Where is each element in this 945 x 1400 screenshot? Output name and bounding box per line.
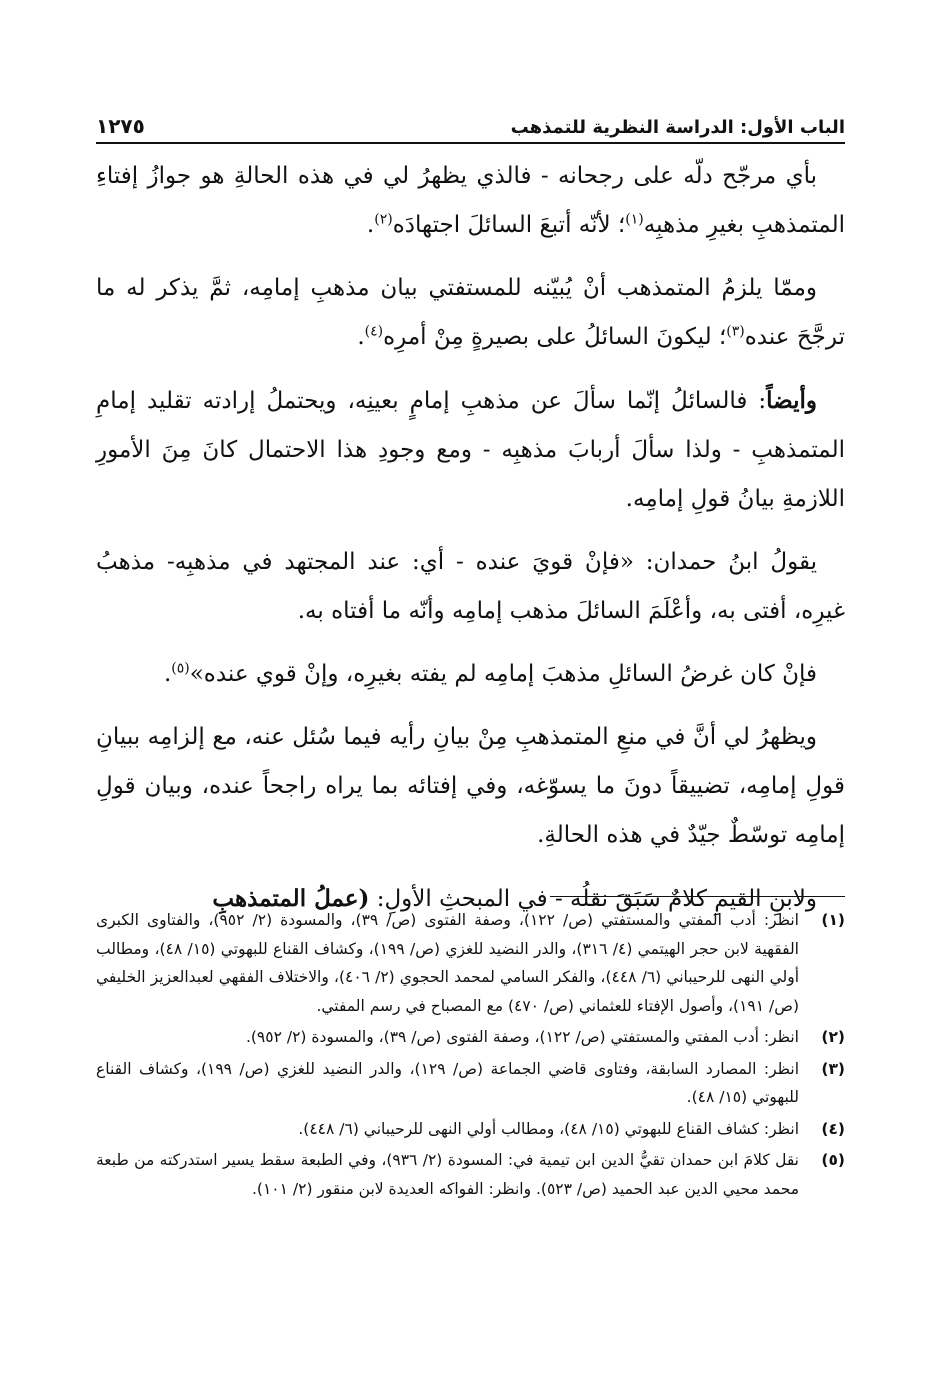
footnote-separator [550, 896, 845, 897]
footnote-marker: (٢) [374, 211, 393, 228]
paragraph [96, 264, 845, 362]
footnotes [96, 906, 845, 1206]
bold-text: وأيضاً [766, 387, 817, 414]
text-segment: : فالسائلُ إنّما سألَ عن مذهبِ إمامٍ بعينِه، ويحتملُ إرادته تقليد إمامِ المتمذهبِ - ولذا سألَ أربابَ مذهبِه - ومع وجودِ هذا الاحتمال كانَ مِنَ الأمورِ اللازمةِ بيانُ قولِ إمامِه. [96, 388, 845, 512]
footnote-text: انظر: كشاف القناع للبهوتي (١٥/ ٤٨)، ومطالب أولي النهى للرحيباني (٦/ ٤٤٨). [298, 1119, 799, 1138]
text-segment: ؛ ليكونَ السائلُ على بصيرةٍ مِنْ أمرِه [383, 324, 727, 350]
footnote-text: انظر: أدب المفتي والمستفتي (ص/ ١٢٢)، وصفة الفتوى (ص/ ٣٩)، والمسودة (٢/ ٩٥٢)، والفتاوى الكبرى الفقهية لابن حجر الهيتمي (٤/ ٣١٦)، والدر النضيد للغزي (ص/ ١٩٩)، وكشاف القناع للبهوتي (١٥/ ٤٨)، ومطالب أولي النهى للرحيباني (٦/ ٤٤٨)، والفكر السامي لمحمد الحجوي (٢/ ٤٠٦)، والاختلاف الفقهي لعبدالعزيز الخليفي (ص/ ١٩١)، وأصول الإفتاء للعثماني (ص/ ٤٧٠) مع المصباح في رسم المفتي. [96, 911, 799, 1015]
paragraph [96, 538, 845, 636]
text-segment: . [163, 661, 172, 687]
text-segment: . [357, 324, 365, 350]
footnote-text: انظر: أدب المفتي والمستفتي (ص/ ١٢٢)، وصفة الفتوى (ص/ ٣٩)، والمسودة (٢/ ٩٥٢). [245, 1028, 799, 1046]
footnote-number: (٣) [821, 1059, 845, 1078]
footnote-number: (٤) [821, 1119, 845, 1138]
text-segment: ويظهرُ لي أنَّ في منعِ المتمذهبِ مِنْ بيانِ رأيه فيما سُئل عنه، مع إلزامِه ببيانِ قولِ إمامِه، تضييقاً دونَ ما يسوّغه، وفي إفتائه بما يراه راجحاً عنده، وبيان قولِ إمامِه توسّطٌ جيّدٌ في هذه الحالةِ. [96, 724, 845, 848]
footnote-text: نقل كلامَ ابن حمدان تقيُّ الدين ابن تيمية في: المسودة (٢/ ٩٣٦)، وفي الطبعة سقط يسير استدركته من طبعة محمد محيي الدين عبد الحميد (ص/ ٥٢٣). وانظر: الفواكه العديدة لابن منقور (٢/ ١٠١). [96, 1151, 799, 1198]
text-segment: . [366, 212, 375, 238]
footnote-number: (٢) [821, 1028, 845, 1046]
footnote-text: انظر: المصارد السابقة، وفتاوى قاضي الجماعة (ص/ ١٢٩)، والدر النضيد للغزي (ص/ ١٩٩)، وكشاف القناع للبهوتي (١٥/ ٤٨). [96, 1059, 799, 1106]
paragraph [96, 376, 845, 524]
footnote-number: (٥) [821, 1151, 845, 1169]
footnote-marker: (٤) [364, 323, 384, 340]
footnote [96, 1115, 845, 1144]
footnote [96, 906, 845, 1020]
text-segment: فإنْ كان غرضُ السائلِ مذهبَ إمامِه لم يفته بغيرِه، وإنْ قوي عنده» [189, 661, 817, 687]
footnote-marker: (٣) [726, 323, 745, 340]
running-header [96, 100, 845, 144]
text-segment: يقولُ ابنُ حمدان: «فإنْ قويَ عنده - أي: عند المجتهد في مذهبِه- مذهبُ غيرِه، أفتى به، وأعْلَمَ السائلَ مذهب إمامِه وأنّه ما أفتاه به. [96, 549, 845, 624]
text-segment: بأي مرجّح دلّه على رجحانه - فالذي يظهرُ لي في هذه الحالةِ هو جوازُ إفتاءِ المتمذهبِ بغيرِ مذهبِه [96, 163, 845, 238]
footnote [96, 1055, 845, 1112]
footnote [96, 1146, 845, 1203]
footnote-marker: (١) [625, 211, 644, 228]
chapter-title: الباب الأول: الدراسة النظرية للتمذهب [510, 117, 845, 138]
footnote-marker: (٥) [171, 660, 190, 677]
paragraph [96, 713, 845, 860]
text-segment: ولابنِ القيمِ كلامٌ سَبَقَ نقلُه - في المبحثِ الأولِ: [369, 886, 817, 912]
bold-text: (عملُ المتمذهبِ [212, 885, 370, 912]
text-segment: وممّا يلزمُ المتمذهب أنْ يُبيّنه للمستفتي بيان مذهبِ إمامِه، ثمَّ يذكر له ما ترجَّحَ عنده [96, 275, 845, 350]
paragraph [96, 650, 845, 699]
main-text [96, 152, 845, 938]
footnote [96, 1023, 845, 1052]
page-number: ١٢٧٥ [96, 114, 145, 138]
paragraph [96, 152, 845, 250]
text-segment: ؛ لأنّه أتبعَ السائلَ اجتهادَه [392, 212, 626, 238]
footnote-number: (١) [821, 911, 845, 929]
